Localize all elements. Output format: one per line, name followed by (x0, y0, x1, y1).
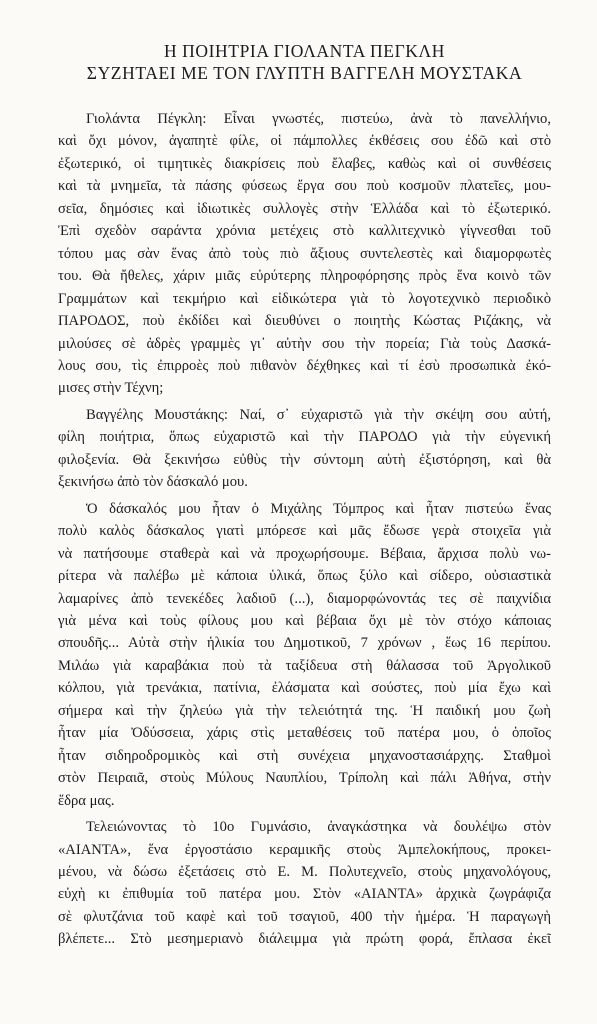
text-line: σεῖα, δημόσιες καὶ ἰδιωτικὲς συλλογὲς στὴν Ἑλλάδα καὶ τὸ ἐξωτερικό. (58, 200, 551, 217)
text-line: «ΑΙΑΝΤΑ», ἕνα ἐργοστάσιο κεραμικῆς στοὺς Ἀμπελοκήπους, προκει- (58, 841, 551, 858)
text-line: Βαγγέλης Μουστάκης: Ναί, σ᾽ εὐχαριστῶ γιὰ τὴν σκέψη σου αὐτή, (86, 406, 551, 423)
text-line: στὸν Πειραιᾶ, στοὺς Μύλους Ναυπλίου, Τρίπολη καὶ πάλι Ἀθήνα, στὴν (58, 770, 551, 787)
text-line: γιὰ μένα καὶ τοὺς φίλους μου καὶ βέβαια ὄχι μὲ τὸν στόχο κάποιας (58, 612, 551, 629)
text-line: ἐξωτερικό, οἱ τιμητικὲς διακρίσεις ποὺ ἔλαβες, καθὼς καὶ οἱ συνθέσεις (58, 155, 551, 172)
text-line: λους σου, τὶς ἐπιρροὲς ποὺ πιθανὸν δέχθηκες καὶ τί ἐσὺ προσωπικὰ ἐκό- (58, 357, 551, 374)
title-line-1: Η ΠΟΙΗΤΡΙΑ ΓΙΟΛΑΝΤΑ ΠΕΓΚΛΗ (163, 41, 446, 61)
text-line: ἕδρα μας. (58, 792, 115, 809)
text-line: καὶ τὰ μνημεῖα, τὰ πάσης φύσεως ἔργα σου ποὺ κοσμοῦν πλατεῖες, μου- (58, 178, 551, 195)
text-line: φιλοξενία. Θὰ ξεκινήσω εὐθὺς τὴν σύντομη αὐτὴ ἐξιστόρηση, καὶ θὰ (58, 451, 551, 468)
text-line: Τελειώνοντας τὸ 10ο Γυμνάσιο, ἀναγκάστηκα νὰ δουλέψω στὸν (86, 819, 551, 836)
article-title (58, 40, 551, 84)
text-line: Γραμμάτων καὶ τεκμήριο καὶ εἰδικώτερα γιὰ τὸ λογοτεχνικὸ περιοδικὸ (58, 290, 551, 307)
text-line: σπουδῆς... Αὐτὰ στὴν ἡλικία του Δημοτικοῦ, 7 χρόνων , ἕως 16 περίπου. (58, 635, 551, 652)
text-line: τόπου μας σὰν ἕνας ἀπὸ τοὺς πιὸ ἄξιους συντελεστὲς καὶ διαμορφωτὲς (58, 245, 551, 262)
paragraph (58, 816, 551, 951)
text-line: ἦταν σιδηροδρομικὸς καὶ στὴ συνέχεια μηχανοστασιάρχης. Σταθμοὶ (58, 747, 551, 764)
paragraph (58, 498, 551, 812)
text-line: εὐχὴ κι ἐπιθυμία τοῦ πατέρα μου. Στὸν «ΑΙΑΝΤΑ» ἀρχικὰ ζωγράφιζα (58, 886, 551, 903)
article-body (58, 108, 551, 951)
text-line: βλέπετε... Στὸ μεσημεριανὸ διάλειμμα γιὰ πρώτη φορά, ἔπλασα ἐκεῖ (58, 931, 551, 948)
text-line: πολὺ καλὸς δάσκαλος γιατὶ μπόρεσε καὶ μᾶς ἔδωσε γερὰ στοιχεῖα γιὰ (58, 523, 551, 540)
text-line: μένου, νὰ δώσω ἐξετάσεις στὸ Ε. Μ. Πολυτεχνεῖο, στοὺς μηχανολόγους, (58, 863, 551, 880)
text-line: σὲ φλυτζάνια τοῦ καφὲ καὶ τοῦ τσαγιοῦ, 400 τὴν ἡμέρα. Ἡ παραγωγὴ (58, 908, 551, 925)
text-line: Ὁ δάσκαλός μου ἦταν ὁ Μιχάλης Τόμπρος καὶ ἦταν πιστεύω ἕνας (86, 500, 551, 517)
paragraph (58, 108, 551, 400)
text-line: του. Θὰ ἤθελες, χάριν μιᾶς εὐρύτερης πληροφόρησης πρὸς ἕνα κοινὸ τῶν (58, 268, 551, 285)
text-line: Ἐπὶ σχεδὸν σαράντα χρόνια μετέχεις στὸ καλλιτεχνικὸ γίγνεσθαι τοῦ (58, 223, 551, 240)
text-line: Μιλάω γιὰ καραβάκια ποὺ τὰ ταξίδευα στὴ θάλασσα τοῦ Ἀργολικοῦ (58, 657, 551, 674)
text-line: μιλούσες σὲ ἀδρὲς γραμμὲς γι᾽ αὐτὴν σου τὴν πορεία; Γιὰ τοὺς Δασκά- (58, 335, 551, 352)
text-line: φίλη ποιήτρια, ὅπως εὐχαριστῶ καὶ τὴν ΠΑΡΟΔΟ γιὰ τὴν εὐγενική (58, 429, 551, 446)
text-line: νὰ πατήσουμε σταθερὰ καὶ νὰ προχωρήσουμε. Βέβαια, ἄρχισα πολὺ νω- (58, 545, 551, 562)
text-line: ξεκινήσω ἀπὸ τὸν δάσκαλό μου. (58, 474, 248, 491)
text-line: λαμαρίνες ἀπὸ τενεκέδες λαδιοῦ (...), διαμορφώνοντάς τες σὲ παιχνίδια (58, 590, 551, 607)
text-line: καὶ ὄχι μόνον, ἀγαπητὲ φίλε, οἱ πάμπολλες ἐκθέσεις σου ἐδῶ καὶ στὸ (58, 133, 551, 150)
text-line: μισες στὴν Τέχνη; (58, 380, 164, 397)
paragraph (58, 404, 551, 494)
text-line: ἦταν μία Ὀδύσσεια, χάρις στὶς μεταθέσεις τοῦ πατέρα μου, ὁ ὁποῖος (58, 725, 551, 742)
text-line: ΠΑΡΟΔΟΣ, ποὺ ἐκδίδει καὶ διευθύνει ο ποιητὴς Κώστας Ριζάκης, νὰ (58, 313, 551, 330)
text-line: ρίτερα νὰ παλέβω μὲ κάποια ὑλικά, ὅπως ξύλο καὶ σίδερο, οὐσιαστικὰ (58, 568, 551, 585)
text-line: Γιολάντα Πέγκλη: Εἶναι γνωστές, πιστεύω, ἀνὰ τὸ πανελλήνιο, (86, 111, 551, 127)
title-line-2: ΣΥΖΗΤΑΕΙ ΜΕ ΤΟΝ ΓΛΥΠΤΗ ΒΑΓΓΕΛΗ ΜΟΥΣΤΑΚΑ (86, 63, 523, 83)
text-line: σήμερα καὶ τὴν ζηλεύω γιὰ τὴν τελειότητά της. Ἡ παιδική μου ζωὴ (58, 702, 551, 719)
text-line: κόλπου, γιὰ τρενάκια, πατίνια, ἐλάσματα καὶ σούστες, ποὺ μία ἔχω καὶ (58, 680, 551, 697)
